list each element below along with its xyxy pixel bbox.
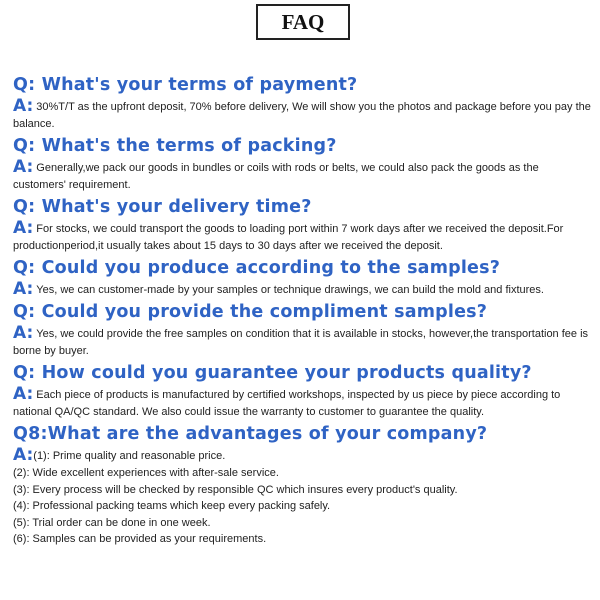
answer-text: Generally,we pack our goods in bundles or coils with rods or belts, we could also pack the goods as the customers' requirement.: [13, 162, 539, 191]
question: Q: Could you produce according to the samples?: [13, 258, 501, 278]
advantage-item: (1): Prime quality and reasonable price.: [33, 450, 226, 462]
faq-item-payment: [13, 73, 593, 133]
advantage-item: (4): Professional packing teams which keep every packing safely.: [13, 500, 331, 512]
faq-item-quality: [13, 361, 593, 421]
answer: [13, 386, 593, 421]
question: Q: Could you provide the compliment samples?: [13, 302, 488, 322]
advantage-item: (2): Wide excellent experiences with after-sale service.: [13, 467, 279, 479]
answer: [13, 98, 593, 133]
faq-item-samples-produce: [13, 256, 593, 299]
advantage-item: (6): Samples can be provided as your requirements.: [13, 533, 267, 545]
answer: [13, 159, 593, 194]
question: Q: How could you guarantee your products quality?: [13, 363, 532, 383]
faq-item-advantages: [13, 422, 593, 548]
answer-mark: A:: [13, 279, 34, 299]
answer-text: 30%T/T as the upfront deposit, 70% before delivery, We will show you the photos and package before you pay the balance.: [13, 101, 591, 130]
answer: [13, 281, 593, 299]
question: Q8:What are the advantages of your company?: [13, 424, 488, 444]
advantage-item: (5): Trial order can be done in one week.: [13, 516, 211, 529]
faq-item-compliment-samples: [13, 300, 593, 360]
faq-item-packing: [13, 134, 593, 194]
answer: [13, 447, 593, 465]
faq-item-delivery: [13, 195, 593, 255]
answer-mark: A:: [13, 323, 34, 343]
answer-mark: A:: [13, 96, 34, 116]
faq-title: FAQ: [256, 4, 350, 40]
faq-content: [13, 73, 593, 549]
advantage-item: (3): Every process will be checked by responsible QC which insures every product's quality.: [13, 483, 458, 496]
answer-text: Each piece of products is manufactured by certified workshops, inspected by us piece by piece according to national QA/QC standard. We also could issue the warranty to customer to guarantee the quality.: [13, 389, 561, 418]
answer-text: For stocks, we could transport the goods to loading port within 7 work days after we received the deposit.For productionperiod,it usually takes about 15 days to 30 days after we received the deposit.: [13, 223, 564, 252]
answer-mark: A:: [13, 384, 34, 404]
answer: [13, 325, 593, 360]
answer-mark: A:: [13, 218, 34, 238]
answer-text: Yes, we could provide the free samples on condition that it is available in stocks, however,the transportation fee is borne by buyer.: [13, 328, 589, 357]
answer-mark: A:: [13, 445, 34, 465]
answer-text: Yes, we can customer-made by your samples or technique drawings, we can build the mold and fixtures.: [36, 284, 544, 296]
answer-mark: A:: [13, 157, 34, 177]
answer: [13, 220, 593, 255]
question: Q: What's your terms of payment?: [13, 75, 358, 95]
question: Q: What's your delivery time?: [13, 197, 312, 217]
question: Q: What's the terms of packing?: [13, 136, 337, 156]
